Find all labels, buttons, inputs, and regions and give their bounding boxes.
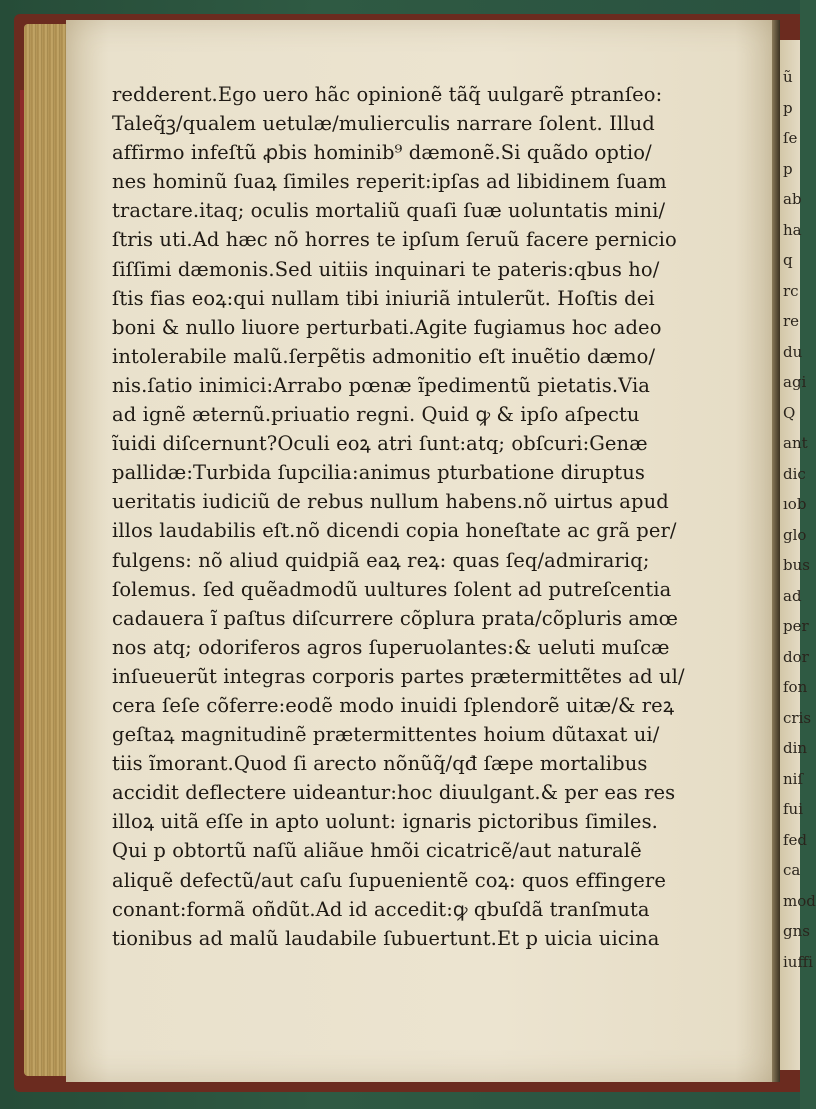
text-line: tionibus ad malũ laudabile ſubuertunt.Et p uicia uicina (112, 926, 660, 950)
fragment: iuffi (783, 952, 813, 971)
text-line: ueritatis iudiciũ de rebus nullum habens.nõ uirtus apud (112, 490, 669, 514)
text-line: ſolemus. ſed quẽadmodũ uultures ſolent ad putreſcentia (112, 577, 672, 601)
text-line: ſtris uti.Ad hæc nõ horres te ipſum ſeruũ facere pernicio (112, 228, 677, 252)
fragment: din (783, 739, 808, 757)
fragment: dic (783, 464, 806, 483)
fragment: ha (783, 220, 802, 239)
text-line: inſueuerũt integras corporis partes prætermittẽtes ad ul/ (112, 664, 685, 688)
fragment: gns (783, 922, 810, 940)
fragment: fui (783, 800, 804, 818)
facing-page-fragments (783, 62, 816, 977)
text-line: tractare.itaq; oculis mortaliũ quaſi ſuæ uoluntatis mini/ (112, 199, 666, 223)
fragment: agi (783, 373, 807, 391)
fragment: niſ (783, 769, 804, 788)
fragment: fon (783, 678, 808, 696)
fragment: ant (783, 434, 808, 452)
fragment: bus (783, 556, 810, 574)
text-line: intolerabile malũ.ſerpẽtis admonitio eſt inuẽtio dæmo/ (112, 344, 656, 368)
text-line: Taleq̃ꝫ/qualem uetulæ/mulierculis narrare ſolent. Illud (112, 112, 655, 136)
fragment: ſe (783, 129, 798, 147)
fragment: Q (783, 403, 796, 422)
page-block-edge (24, 24, 72, 1076)
text-line: illos laudabilis eſt.nõ dicendi copia honeſtate ac grã per/ (112, 519, 677, 543)
fragment: ũ (783, 68, 793, 86)
fragment: ıob (783, 495, 807, 513)
text-line: cadauera ĩ paſtus diſcurrere cõplura prata/cõpluris amœ (112, 606, 679, 630)
fragment: p (783, 159, 793, 178)
fragment: cris (783, 708, 812, 727)
text-line: Qui p obtortũ naſũ aliãue hmõi cicatricẽ/aut naturalẽ (112, 839, 642, 863)
text-line: affirmo infeſtũ ꝓbis hominib⁹ dæmonẽ.Si quãdo optio/ (112, 141, 652, 165)
fragment: rc (783, 281, 799, 300)
fragment: dor (783, 647, 809, 666)
text-line: ad ignẽ æternũ.priuatio regni. Quid ꝙ & ipſo aſpectu (112, 403, 640, 427)
fragment: glo (783, 525, 807, 544)
text-line: ĩuidi diſcernunt?Oculi eoꝝ atri ſunt:atq; obſcuri:Genæ (112, 432, 648, 456)
fragment: fed (783, 830, 808, 849)
text-line: illoꝝ uitã eſſe in apto uolunt: ignaris pictoribus ſimiles. (112, 810, 658, 834)
fragment: ab (783, 190, 802, 208)
facing-page-edge (780, 40, 816, 1070)
text-line: tiis ĩmorant.Quod ſi arecto nõnũq̃/qđ ſæpe mortalibus (112, 752, 648, 776)
fragment: ad (783, 586, 802, 605)
text-line: nes hominũ ſuaꝝ ſimiles reperit:ipſas ad libidinem ſuam (112, 170, 667, 194)
text-line: nos atq; odoriferos agros ſuperuolantes:& ueluti muſcæ (112, 635, 670, 659)
text-line: cera ſeſe cõferre:eodẽ modo inuidi ſplendorẽ uitæ/& reꝝ (112, 693, 675, 717)
text-line: accidit deflectere uideantur:hoc diuulgant.& per eas res (112, 781, 676, 805)
fragment: per (783, 617, 809, 635)
text-line: redderent.Ego uero hãc opinionẽ tãq̃ uulgarẽ ptranſeo: (112, 83, 663, 106)
text-line: boni & nullo liuore perturbati.Agite fugiamus hoc adeo (112, 315, 662, 339)
text-line: pallidæ:Turbida ſupcilia:animus pturbatione diruptus (112, 461, 645, 485)
fragment: re (783, 312, 800, 330)
text-line: fulgens: nõ aliud quidpiã eaꝝ reꝝ: quas ſeq/admirariq; (112, 548, 650, 572)
fragment: mod (783, 891, 816, 910)
text-line: conant:formã oñdũt.Ad id accedit:ꝙ qbuſdã tranſmuta (112, 897, 650, 921)
page-text (112, 80, 712, 953)
text-line: nis.ſatio inimici:Arrabo pœnæ ĩpedimentũ pietatis.Via (112, 373, 651, 397)
fragment: p (783, 98, 793, 117)
fragment: du (783, 342, 803, 361)
text-line: ſtis fias eoꝝ:qui nullam tibi iniuriã intulerũt. Hoſtis dei (112, 286, 655, 310)
text-line: aliquẽ defectũ/aut caſu ſupuenientẽ coꝝ: quos effingere (112, 868, 666, 892)
fragment: q (783, 251, 793, 269)
text-line: geſtaꝝ magnitudinẽ prætermittentes hoium dũtaxat ui/ (112, 723, 660, 747)
text-line: ſiſſimi dæmonis.Sed uitiis inquinari te pateris:qbus ho/ (112, 257, 660, 281)
fragment: ca (783, 861, 801, 879)
book-gutter (772, 20, 780, 1082)
